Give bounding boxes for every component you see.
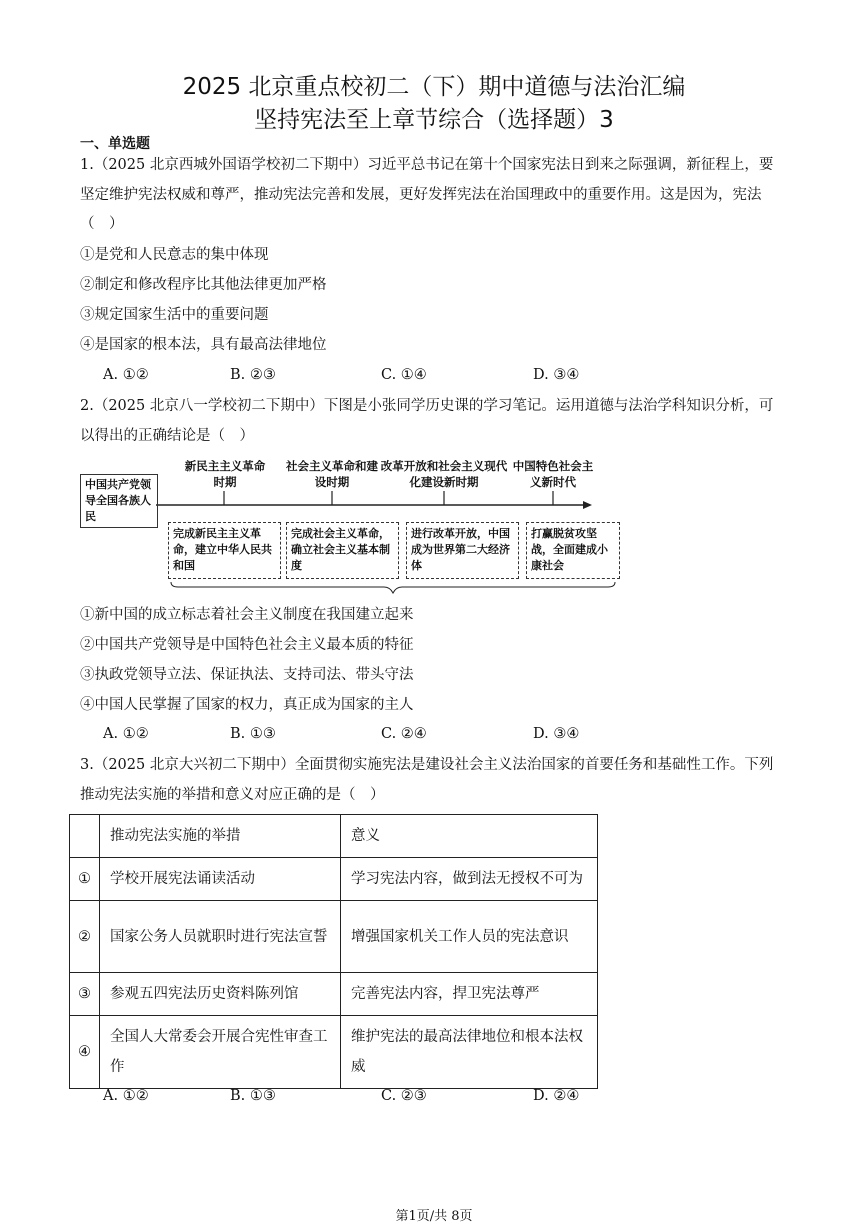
q1-item: ③规定国家生活中的重要问题 xyxy=(80,307,269,323)
q1-stem-line1: 1.（2025 北京西城外国语学校初二下期中）习近平总书记在第十个国家宪法日到来之际强调，新征程上，要 xyxy=(80,157,774,173)
timeline-start-box: 中国共产党领导全国各族人民 xyxy=(80,474,158,528)
table-cell-meaning: 学习宪法内容，做到法无授权不可为 xyxy=(341,858,598,901)
q1-options xyxy=(103,367,703,387)
q3-options xyxy=(103,1088,703,1108)
table-cell-measure: 学校开展宪法诵读活动 xyxy=(100,858,341,901)
q2-option-d[interactable]: D. ③④ xyxy=(533,726,580,742)
q3-measures-table xyxy=(69,814,598,1089)
table-cell-meaning: 维护宪法的最高法律地位和根本法权威 xyxy=(341,1016,598,1089)
q1-stem-line3: （ ） xyxy=(80,216,124,232)
history-timeline-diagram xyxy=(78,456,623,596)
table-cell-meaning: 增强国家机关工作人员的宪法意识 xyxy=(341,901,598,973)
table-cell-measure: 参观五四宪法历史资料陈列馆 xyxy=(100,973,341,1016)
q2-stem-line2: 以得出的正确结论是（ ） xyxy=(80,428,254,444)
timeline-period-label: 改革开放和社会主义现代化建设新时期 xyxy=(380,459,508,489)
q3-option-d[interactable]: D. ②④ xyxy=(533,1088,580,1104)
timeline-period-label: 新民主主义革命时期 xyxy=(184,459,266,489)
document-title-line1: 2025 北京重点校初二（下）期中道德与法治汇编 xyxy=(182,74,686,100)
timeline-event-box: 完成社会主义革命，确立社会主义基本制度 xyxy=(286,522,399,579)
timeline-event-box: 进行改革开放，中国成为世界第二大经济体 xyxy=(406,522,519,579)
q2-option-c[interactable]: C. ②④ xyxy=(381,726,427,742)
table-cell-measure: 国家公务人员就职时进行宪法宣誓 xyxy=(100,901,341,973)
table-header-cell xyxy=(70,815,100,858)
timeline-event-box: 打赢脱贫攻坚战，全面建成小康社会 xyxy=(526,522,620,579)
q2-item: ①新中国的成立标志着社会主义制度在我国建立起来 xyxy=(80,607,414,623)
timeline-event-box: 完成新民主主义革命，建立中华人民共和国 xyxy=(168,522,281,579)
q3-option-b[interactable]: B. ①③ xyxy=(230,1088,276,1104)
q1-option-b[interactable]: B. ②③ xyxy=(230,367,276,383)
q3-option-c[interactable]: C. ②③ xyxy=(381,1088,427,1104)
q1-item: ②制定和修改程序比其他法律更加严格 xyxy=(80,277,327,293)
q3-stem-line2: 推动宪法实施的举措和意义对应正确的是（ ） xyxy=(80,787,385,803)
q2-option-a[interactable]: A. ①② xyxy=(103,726,149,742)
timeline-period-label: 社会主义革命和建设时期 xyxy=(286,459,378,489)
page-footer: 第1页/共 8页 xyxy=(395,1209,473,1224)
table-header-row xyxy=(70,815,598,858)
table-row xyxy=(70,901,598,973)
table-header-cell: 意义 xyxy=(341,815,598,858)
table-row xyxy=(70,1016,598,1089)
q2-item: ②中国共产党领导是中国特色社会主义最本质的特征 xyxy=(80,637,414,653)
q1-option-a[interactable]: A. ①② xyxy=(103,367,149,383)
q3-option-a[interactable]: A. ①② xyxy=(103,1088,149,1104)
q1-option-d[interactable]: D. ③④ xyxy=(533,367,580,383)
table-cell-number: ④ xyxy=(70,1016,100,1089)
q1-option-c[interactable]: C. ①④ xyxy=(381,367,427,383)
section-heading: 一、单选题 xyxy=(80,136,150,152)
document-title-line2: 坚持宪法至上章节综合（选择题）3 xyxy=(254,107,614,133)
q2-stem-line1: 2.（2025 北京八一学校初二下期中）下图是小张同学历史课的学习笔记。运用道德与法治学科知识分析，可 xyxy=(80,398,774,414)
table-cell-number: ① xyxy=(70,858,100,901)
table-cell-meaning: 完善宪法内容，捍卫宪法尊严 xyxy=(341,973,598,1016)
timeline-period-label: 中国特色社会主义新时代 xyxy=(512,459,594,489)
q2-item: ③执政党领导立法、保证执法、支持司法、带头守法 xyxy=(80,667,414,683)
table-cell-number: ② xyxy=(70,901,100,973)
table-cell-number: ③ xyxy=(70,973,100,1016)
q1-stem-line2: 坚定维护宪法权威和尊严，推动宪法完善和发展，更好发挥宪法在治国理政中的重要作用。这是因为，宪法 xyxy=(80,187,762,203)
table-header-cell: 推动宪法实施的举措 xyxy=(100,815,341,858)
q2-options xyxy=(103,726,703,746)
table-row xyxy=(70,858,598,901)
q3-stem-line1: 3.（2025 北京大兴初二下期中）全面贯彻实施宪法是建设社会主义法治国家的首要任务和基础性工作。下列 xyxy=(80,757,774,773)
table-row xyxy=(70,973,598,1016)
q1-item: ①是党和人民意志的集中体现 xyxy=(80,247,269,263)
q2-option-b[interactable]: B. ①③ xyxy=(230,726,276,742)
q2-item: ④中国人民掌握了国家的权力，真正成为国家的主人 xyxy=(80,697,414,713)
table-cell-measure: 全国人大常委会开展合宪性审查工作 xyxy=(100,1016,341,1089)
q1-item: ④是国家的根本法，具有最高法律地位 xyxy=(80,337,327,353)
